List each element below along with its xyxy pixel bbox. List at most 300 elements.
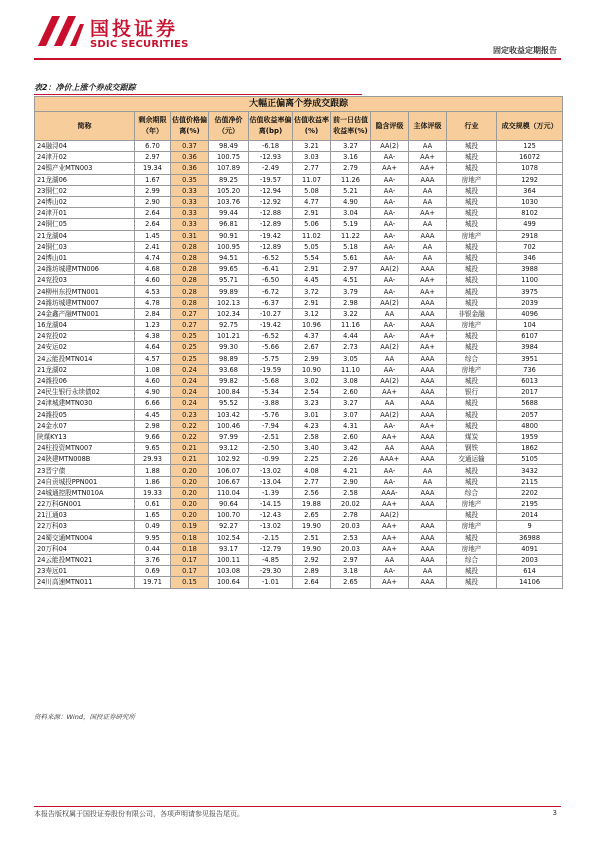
table-cell: 0.24 bbox=[171, 387, 209, 398]
table-cell: 4.64 bbox=[135, 342, 171, 353]
bond-name-cell: 24兖投02 bbox=[35, 331, 135, 342]
table-cell: -6.37 bbox=[249, 297, 293, 308]
table-row bbox=[35, 196, 563, 207]
table-cell: AAA bbox=[409, 554, 447, 565]
table-cell: 0.28 bbox=[171, 264, 209, 275]
table-row bbox=[35, 320, 563, 331]
table-row bbox=[35, 185, 563, 196]
table-cell: 0.36 bbox=[171, 163, 209, 174]
column-header-row bbox=[35, 112, 563, 141]
table-cell: 2.60 bbox=[331, 387, 371, 398]
table-cell: AA bbox=[409, 196, 447, 207]
table-cell: -14.15 bbox=[249, 499, 293, 510]
table-cell: 1862 bbox=[497, 443, 563, 454]
table-cell: AAA bbox=[409, 297, 447, 308]
table-cell: 城投 bbox=[447, 566, 497, 577]
table-cell: 364 bbox=[497, 185, 563, 196]
table-cell: 城投 bbox=[447, 208, 497, 219]
table-cell: 非银金融 bbox=[447, 308, 497, 319]
table-cell: 0.61 bbox=[135, 499, 171, 510]
table-cell: 19.90 bbox=[293, 521, 331, 532]
table-cell: 4.21 bbox=[331, 465, 371, 476]
table-cell: 100.84 bbox=[209, 387, 249, 398]
table-cell: 93.12 bbox=[209, 443, 249, 454]
table-cell: AA- bbox=[371, 219, 409, 230]
table-cell: 0.69 bbox=[135, 566, 171, 577]
table-cell: AA- bbox=[371, 185, 409, 196]
table-cell: AA+ bbox=[409, 152, 447, 163]
table-cell: -5.68 bbox=[249, 375, 293, 386]
table-cell: 20.02 bbox=[331, 499, 371, 510]
table-cell: -0.99 bbox=[249, 454, 293, 465]
table-cell: AA bbox=[409, 252, 447, 263]
table-cell: 3.05 bbox=[331, 353, 371, 364]
table-cell: 1.88 bbox=[135, 465, 171, 476]
table-cell: -13.04 bbox=[249, 476, 293, 487]
bond-name-cell: 21龙湖04 bbox=[35, 230, 135, 241]
table-cell: 1.65 bbox=[135, 510, 171, 521]
table-row bbox=[35, 163, 563, 174]
table-cell: 736 bbox=[497, 364, 563, 375]
table-cell: 5.06 bbox=[293, 219, 331, 230]
table-row bbox=[35, 275, 563, 286]
table-cell: AAA+ bbox=[371, 454, 409, 465]
table-cell: 1.86 bbox=[135, 476, 171, 487]
table-cell: 3.22 bbox=[331, 308, 371, 319]
table-cell: AAA bbox=[409, 487, 447, 498]
table-cell: 99.30 bbox=[209, 342, 249, 353]
table-cell: 0.49 bbox=[135, 521, 171, 532]
table-cell: 104 bbox=[497, 320, 563, 331]
bond-name-cell: 22万科03 bbox=[35, 521, 135, 532]
table-cell: 2.98 bbox=[135, 420, 171, 431]
footer-disclaimer: 本报告版权属于国投证券股份有限公司，各项声明请参见报告尾页。 bbox=[34, 810, 244, 818]
table-cell: 11.22 bbox=[331, 230, 371, 241]
table-cell: 0.15 bbox=[171, 577, 209, 588]
table-cell: 9.66 bbox=[135, 431, 171, 442]
table-cell: 3988 bbox=[497, 264, 563, 275]
table-cell: 4.45 bbox=[135, 409, 171, 420]
table-cell: 2195 bbox=[497, 499, 563, 510]
table-cell: 4.51 bbox=[331, 275, 371, 286]
table-cell: AA- bbox=[371, 566, 409, 577]
table-cell: 3.21 bbox=[293, 141, 331, 152]
table-cell: 城投 bbox=[447, 398, 497, 409]
table-cell: AA- bbox=[371, 275, 409, 286]
table-cell: 1.08 bbox=[135, 364, 171, 375]
table-cell: AAA- bbox=[371, 487, 409, 498]
table-cell: AA- bbox=[371, 476, 409, 487]
table-cell: 2.97 bbox=[135, 152, 171, 163]
table-cell: 4.31 bbox=[331, 420, 371, 431]
report-type-label: 固定收益定期报告 bbox=[493, 46, 557, 55]
table-cell: 3.03 bbox=[293, 152, 331, 163]
table-cell: 2.65 bbox=[331, 577, 371, 588]
table-row bbox=[35, 521, 563, 532]
table-cell: -6.52 bbox=[249, 252, 293, 263]
table-row bbox=[35, 443, 563, 454]
table-cell: 2115 bbox=[497, 476, 563, 487]
table-cell: 5688 bbox=[497, 398, 563, 409]
table-cell: 5.08 bbox=[293, 185, 331, 196]
table-cell: AA+ bbox=[409, 163, 447, 174]
table-cell: -12.79 bbox=[249, 543, 293, 554]
table-cell: 614 bbox=[497, 566, 563, 577]
table-cell: 99.44 bbox=[209, 208, 249, 219]
table-cell: 102.54 bbox=[209, 532, 249, 543]
table-cell: AA- bbox=[371, 420, 409, 431]
table-cell: 2.91 bbox=[293, 264, 331, 275]
bond-trade-table-container bbox=[34, 96, 562, 589]
table-row bbox=[35, 566, 563, 577]
table-cell: 房地产 bbox=[447, 364, 497, 375]
table-cell: 0.24 bbox=[171, 375, 209, 386]
table-cell: AA+ bbox=[371, 532, 409, 543]
table-cell: AAA bbox=[409, 431, 447, 442]
table-cell: AA(2) bbox=[371, 141, 409, 152]
bond-name-cell: 24兖投03 bbox=[35, 275, 135, 286]
table-cell: 2.97 bbox=[331, 554, 371, 565]
table-cell: AAA bbox=[409, 353, 447, 364]
table-cell: 99.65 bbox=[209, 264, 249, 275]
table-cell: 6.70 bbox=[135, 141, 171, 152]
table-cell: 3.02 bbox=[293, 375, 331, 386]
table-cell: -6.50 bbox=[249, 275, 293, 286]
column-header: 隐含评级 bbox=[371, 112, 409, 141]
table-cell: 2.78 bbox=[331, 510, 371, 521]
table-cell: 城投 bbox=[447, 163, 497, 174]
table-cell: 0.33 bbox=[171, 219, 209, 230]
table-cell: 交通运输 bbox=[447, 454, 497, 465]
table-cell: 5.21 bbox=[331, 185, 371, 196]
table-cell: AA+ bbox=[371, 163, 409, 174]
table-cell: 11.26 bbox=[331, 174, 371, 185]
table-cell: 95.52 bbox=[209, 398, 249, 409]
table-cell: -19.57 bbox=[249, 174, 293, 185]
table-cell: 4800 bbox=[497, 420, 563, 431]
column-header: 估值价格偏离(%) bbox=[171, 112, 209, 141]
table-cell: 4.53 bbox=[135, 286, 171, 297]
table-cell: 2003 bbox=[497, 554, 563, 565]
table-cell: 3.16 bbox=[331, 152, 371, 163]
table-cell: 0.37 bbox=[171, 141, 209, 152]
table-cell: 2.58 bbox=[331, 487, 371, 498]
table-cell: 3.79 bbox=[331, 286, 371, 297]
table-cell: 4.23 bbox=[293, 420, 331, 431]
table-cell: AA- bbox=[371, 465, 409, 476]
table-cell: AA bbox=[371, 308, 409, 319]
table-row bbox=[35, 141, 563, 152]
bond-trade-table bbox=[34, 96, 563, 589]
bond-name-cell: 24自贡城投PPN001 bbox=[35, 476, 135, 487]
table-cell: 0.28 bbox=[171, 275, 209, 286]
table-cell: AA+ bbox=[409, 331, 447, 342]
table-row bbox=[35, 297, 563, 308]
bond-name-cell: 24柱投资MTN007 bbox=[35, 443, 135, 454]
table-cell: -5.76 bbox=[249, 409, 293, 420]
table-cell: -6.41 bbox=[249, 264, 293, 275]
table-cell: AAA bbox=[409, 409, 447, 420]
table-cell: AA- bbox=[371, 286, 409, 297]
table-cell: 5105 bbox=[497, 454, 563, 465]
table-cell: AA- bbox=[371, 331, 409, 342]
table-cell: 2039 bbox=[497, 297, 563, 308]
table-cell: 20.03 bbox=[331, 543, 371, 554]
table-cell: 城投 bbox=[447, 577, 497, 588]
footer-divider bbox=[34, 806, 561, 807]
logo-cn-text: 国投证券 bbox=[90, 18, 179, 40]
table-cell: 4.57 bbox=[135, 353, 171, 364]
table-row bbox=[35, 241, 563, 252]
table-cell: 5.18 bbox=[331, 241, 371, 252]
table-row bbox=[35, 208, 563, 219]
table-cell: AA+ bbox=[371, 387, 409, 398]
table-cell: AA bbox=[409, 566, 447, 577]
table-cell: 房地产 bbox=[447, 499, 497, 510]
table-cell: 2.58 bbox=[293, 431, 331, 442]
table-cell: AAA bbox=[409, 174, 447, 185]
table-row bbox=[35, 364, 563, 375]
table-cell: 0.27 bbox=[171, 320, 209, 331]
bond-name-cell: 24锡产业MTN003 bbox=[35, 163, 135, 174]
bond-name-cell: 21江通03 bbox=[35, 510, 135, 521]
table-cell: 城投 bbox=[447, 297, 497, 308]
table-cell: 6.66 bbox=[135, 398, 171, 409]
table-cell: 城投 bbox=[447, 152, 497, 163]
table-cell: 36988 bbox=[497, 532, 563, 543]
table-cell: 8102 bbox=[497, 208, 563, 219]
table-cell: 0.33 bbox=[171, 208, 209, 219]
table-cell: -5.66 bbox=[249, 342, 293, 353]
table-title: 大幅正偏离个券成交跟踪 bbox=[35, 97, 563, 112]
table-cell: 98.89 bbox=[209, 353, 249, 364]
table-row bbox=[35, 398, 563, 409]
table-cell: 2202 bbox=[497, 487, 563, 498]
table-cell: 0.20 bbox=[171, 487, 209, 498]
table-row bbox=[35, 387, 563, 398]
column-header: 主体评级 bbox=[409, 112, 447, 141]
column-header: 成交规模（万元） bbox=[497, 112, 563, 141]
table-cell: 2.90 bbox=[135, 196, 171, 207]
table-cell: -12.93 bbox=[249, 152, 293, 163]
table-cell: AA- bbox=[371, 230, 409, 241]
bond-name-cell: 24柳州东投MTN001 bbox=[35, 286, 135, 297]
table-cell: 3.08 bbox=[331, 375, 371, 386]
bond-name-cell: 24金鑫产融MTN001 bbox=[35, 308, 135, 319]
table-cell: 城投 bbox=[447, 465, 497, 476]
table-cell: 19.90 bbox=[293, 543, 331, 554]
table-cell: 95.71 bbox=[209, 275, 249, 286]
table-cell: -4.85 bbox=[249, 554, 293, 565]
table-row bbox=[35, 230, 563, 241]
table-row bbox=[35, 454, 563, 465]
table-cell: 2.56 bbox=[293, 487, 331, 498]
table-cell: 94.51 bbox=[209, 252, 249, 263]
table-cell: 0.22 bbox=[171, 431, 209, 442]
table-cell: 1.45 bbox=[135, 230, 171, 241]
bond-name-cell: 24铜仁05 bbox=[35, 219, 135, 230]
table-cell: -12.89 bbox=[249, 219, 293, 230]
table-cell: -2.15 bbox=[249, 532, 293, 543]
table-cell: 2017 bbox=[497, 387, 563, 398]
table-cell: 2.99 bbox=[135, 185, 171, 196]
table-cell: -19.59 bbox=[249, 364, 293, 375]
table-row bbox=[35, 532, 563, 543]
bond-name-cell: 20万科04 bbox=[35, 543, 135, 554]
bond-name-cell: 24潍坊城建MTN006 bbox=[35, 264, 135, 275]
column-header: 估值收益率(%) bbox=[293, 112, 331, 141]
table-cell: AA+ bbox=[371, 499, 409, 510]
table-cell: 综合 bbox=[447, 487, 497, 498]
table-cell: AAA bbox=[409, 320, 447, 331]
table-cell: AA bbox=[409, 465, 447, 476]
table-cell: 0.28 bbox=[171, 297, 209, 308]
table-cell: 1100 bbox=[497, 275, 563, 286]
table-cell: 城投 bbox=[447, 219, 497, 230]
table-cell: 16072 bbox=[497, 152, 563, 163]
table-cell: 0.20 bbox=[171, 465, 209, 476]
table-cell: 房地产 bbox=[447, 174, 497, 185]
table-cell: AAA bbox=[409, 398, 447, 409]
table-cell: 2.67 bbox=[293, 342, 331, 353]
table-cell: 0.24 bbox=[171, 364, 209, 375]
table-cell: AA(2) bbox=[371, 297, 409, 308]
table-cell: -12.89 bbox=[249, 241, 293, 252]
table-cell: 6107 bbox=[497, 331, 563, 342]
table-cell: 3.04 bbox=[331, 208, 371, 219]
table-cell: AAA bbox=[409, 521, 447, 532]
table-cell: AA bbox=[409, 476, 447, 487]
table-row bbox=[35, 510, 563, 521]
table-cell: -1.01 bbox=[249, 577, 293, 588]
table-cell: -6.72 bbox=[249, 286, 293, 297]
table-cell: 城投 bbox=[447, 252, 497, 263]
table-cell: 2.89 bbox=[293, 566, 331, 577]
table-cell: 城投 bbox=[447, 331, 497, 342]
table-cell: 房地产 bbox=[447, 320, 497, 331]
table-cell: 3.12 bbox=[293, 308, 331, 319]
table-cell: 101.21 bbox=[209, 331, 249, 342]
table-cell: 702 bbox=[497, 241, 563, 252]
table-cell: -10.27 bbox=[249, 308, 293, 319]
table-cell: AA+ bbox=[409, 208, 447, 219]
table-cell: 10.96 bbox=[293, 320, 331, 331]
table-cell: 城投 bbox=[447, 141, 497, 152]
table-cell: -5.75 bbox=[249, 353, 293, 364]
table-cell: -3.88 bbox=[249, 398, 293, 409]
table-row bbox=[35, 465, 563, 476]
table-cell: 0.23 bbox=[171, 409, 209, 420]
table-cell: 4.90 bbox=[331, 196, 371, 207]
table-cell: 2.92 bbox=[293, 554, 331, 565]
table-cell: 0.33 bbox=[171, 196, 209, 207]
table-cell: 0.20 bbox=[171, 510, 209, 521]
table-cell: 19.33 bbox=[135, 487, 171, 498]
table-cell: 0.24 bbox=[171, 398, 209, 409]
table-cell: 3.72 bbox=[293, 286, 331, 297]
table-cell: AA- bbox=[371, 208, 409, 219]
table-cell: 城投 bbox=[447, 185, 497, 196]
table-cell: 99.82 bbox=[209, 375, 249, 386]
table-cell: 89.25 bbox=[209, 174, 249, 185]
table-cell: 100.70 bbox=[209, 510, 249, 521]
table-row bbox=[35, 353, 563, 364]
table-cell: 4.45 bbox=[293, 275, 331, 286]
table-cell: 92.75 bbox=[209, 320, 249, 331]
bond-name-cell: 24博山01 bbox=[35, 252, 135, 263]
table-cell: -5.34 bbox=[249, 387, 293, 398]
table-cell: 9 bbox=[497, 521, 563, 532]
table-cell: AA+ bbox=[409, 342, 447, 353]
table-row bbox=[35, 487, 563, 498]
table-cell: 5.61 bbox=[331, 252, 371, 263]
table-cell: 城投 bbox=[447, 286, 497, 297]
column-header: 估值净价（元） bbox=[209, 112, 249, 141]
company-logo bbox=[34, 8, 204, 54]
source-note: 资料来源：Wind，国投证券研究所 bbox=[34, 713, 135, 721]
bond-name-cell: 24安运02 bbox=[35, 342, 135, 353]
table-cell: AA+ bbox=[409, 275, 447, 286]
table-cell: 125 bbox=[497, 141, 563, 152]
table-cell: 综合 bbox=[447, 554, 497, 565]
table-cell: AAA bbox=[409, 532, 447, 543]
table-body bbox=[35, 141, 563, 589]
table-row bbox=[35, 543, 563, 554]
table-cell: 0.28 bbox=[171, 241, 209, 252]
table-cell: 城投 bbox=[447, 241, 497, 252]
table-row bbox=[35, 499, 563, 510]
table-cell: 92.27 bbox=[209, 521, 249, 532]
table-cell: -29.30 bbox=[249, 566, 293, 577]
table-cell: 5.05 bbox=[293, 241, 331, 252]
table-cell: 2.77 bbox=[293, 476, 331, 487]
column-header: 剩余期限（年） bbox=[135, 112, 171, 141]
table-row bbox=[35, 264, 563, 275]
table-cell: 103.76 bbox=[209, 196, 249, 207]
table-cell: 3432 bbox=[497, 465, 563, 476]
table-cell: 100.11 bbox=[209, 554, 249, 565]
table-cell: 2.41 bbox=[135, 241, 171, 252]
table-cell: 0.18 bbox=[171, 543, 209, 554]
table-cell: 0.33 bbox=[171, 185, 209, 196]
column-header: 简称 bbox=[35, 112, 135, 141]
table-cell: 0.20 bbox=[171, 476, 209, 487]
table-cell: AAA bbox=[409, 375, 447, 386]
table-cell: 96.81 bbox=[209, 219, 249, 230]
table-row bbox=[35, 476, 563, 487]
bond-name-cell: 24潍坊城建MTN007 bbox=[35, 297, 135, 308]
table-cell: -2.50 bbox=[249, 443, 293, 454]
table-row bbox=[35, 331, 563, 342]
table-cell: 4.77 bbox=[293, 196, 331, 207]
table-cell: AA- bbox=[371, 152, 409, 163]
table-cell: 3.40 bbox=[293, 443, 331, 454]
table-cell: 0.20 bbox=[171, 499, 209, 510]
table-cell: AA bbox=[371, 353, 409, 364]
table-cell: 99.89 bbox=[209, 286, 249, 297]
table-row bbox=[35, 420, 563, 431]
table-cell: AA+ bbox=[371, 521, 409, 532]
table-cell: 0.44 bbox=[135, 543, 171, 554]
table-cell: 0.22 bbox=[171, 420, 209, 431]
table-cell: 1292 bbox=[497, 174, 563, 185]
table-cell: 102.92 bbox=[209, 454, 249, 465]
table-cell: 14106 bbox=[497, 577, 563, 588]
table-cell: 钢铁 bbox=[447, 443, 497, 454]
table-cell: 2.26 bbox=[331, 454, 371, 465]
table-cell: 2.65 bbox=[293, 510, 331, 521]
table-cell: 4.60 bbox=[135, 275, 171, 286]
